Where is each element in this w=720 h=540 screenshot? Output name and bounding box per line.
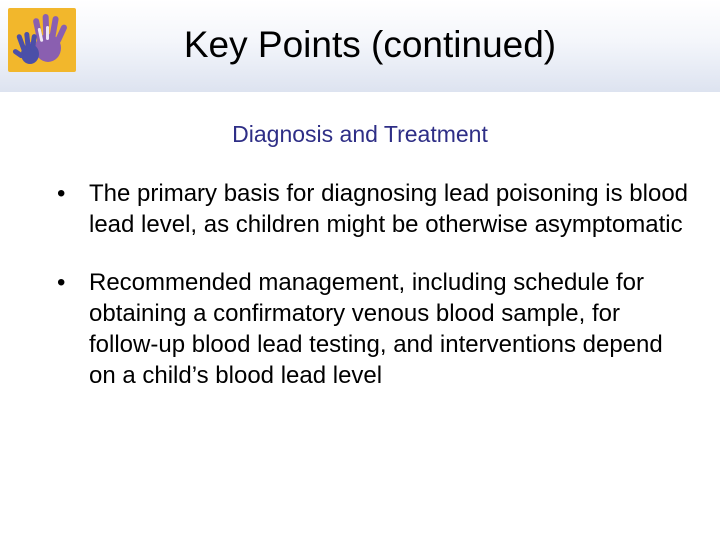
bullet-marker: • <box>57 269 66 296</box>
bullet-marker: • <box>57 180 66 207</box>
bullet-list <box>55 178 695 418</box>
bullet-item <box>55 267 695 391</box>
slide-subtitle: Diagnosis and Treatment <box>232 121 488 147</box>
bullet-item <box>55 178 695 240</box>
bullet-text: Recommended management, including schedule for obtaining a confirmatory venous blood sample, for follow-up blood lead testing, and interventions depend on a child’s blood lead level <box>89 269 663 389</box>
hands-logo-icon <box>8 8 76 72</box>
slide-title: Key Points (continued) <box>183 24 557 65</box>
bullet-text: The primary basis for diagnosing lead poisoning is blood lead level, as children might be otherwise asymptomatic <box>89 180 689 238</box>
